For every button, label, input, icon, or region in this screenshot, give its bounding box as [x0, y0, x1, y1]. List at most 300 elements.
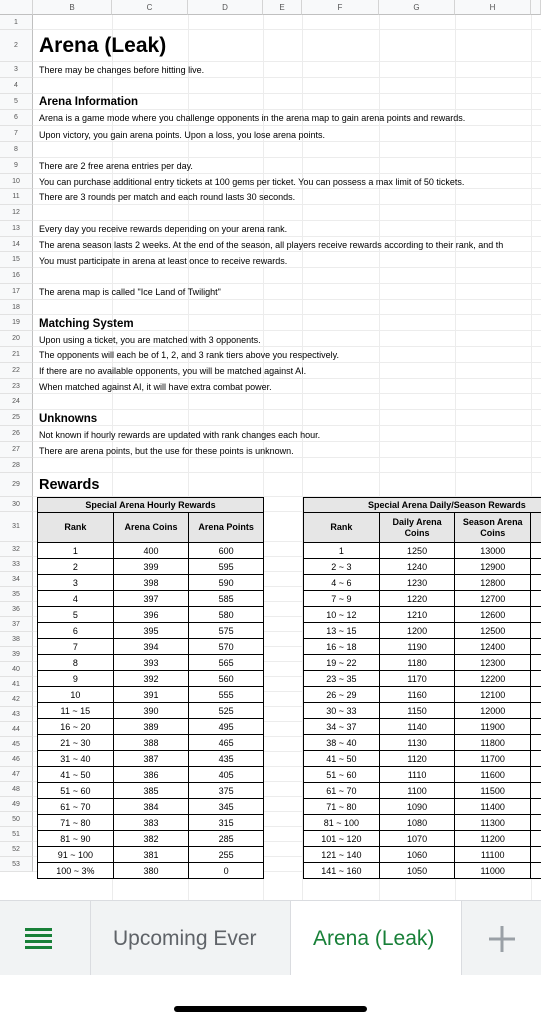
column-header[interactable]: Arena Coins [113, 513, 189, 543]
row-header-cell[interactable]: 4 [0, 78, 33, 94]
table-row [304, 623, 541, 639]
row-header-cell[interactable]: 42 [0, 692, 33, 707]
table-cell[interactable]: 1170 [379, 671, 455, 687]
row-header-cell[interactable]: 17 [0, 284, 33, 300]
row-header-cell[interactable]: 19 [0, 315, 33, 331]
table-cell[interactable]: 71 ~ 80 [304, 799, 380, 815]
table-cell[interactable]: 41 ~ 50 [304, 751, 380, 767]
table-cell[interactable]: 388 [113, 735, 189, 751]
table-cell[interactable]: 315 [189, 815, 264, 831]
row-header-cell[interactable]: 47 [0, 767, 33, 782]
sheet-tab-bar [0, 900, 541, 976]
table-cell[interactable]: 9 [38, 671, 114, 687]
table-cell[interactable]: 4 ~ 6 [304, 575, 380, 591]
grid-row-line [33, 236, 541, 237]
row-header-cell[interactable]: 25 [0, 410, 33, 426]
table-cell[interactable]: 1200 [379, 623, 455, 639]
row-header-cell[interactable]: 30 [0, 497, 33, 512]
table-cell[interactable]: 393 [113, 655, 189, 671]
add-sheet-button[interactable] [462, 901, 541, 976]
table-cell[interactable]: 1130 [379, 735, 455, 751]
row-header-cell[interactable]: 20 [0, 331, 33, 347]
row-header-cell[interactable]: 48 [0, 782, 33, 797]
table-cell[interactable]: 12200 [455, 671, 531, 687]
empty-cell[interactable] [531, 543, 541, 559]
grid-row-line [33, 125, 541, 126]
row-header-cell[interactable]: 50 [0, 812, 33, 827]
table-row [38, 671, 264, 687]
column-header[interactable]: Rank [304, 513, 380, 543]
row-header-cell[interactable]: 6 [0, 110, 33, 126]
row-header-cell[interactable]: 8 [0, 142, 33, 158]
table-cell[interactable]: 91 ~ 100 [38, 847, 114, 863]
row-header-cell[interactable]: 36 [0, 602, 33, 617]
row-header-cell[interactable]: 40 [0, 662, 33, 677]
table-cell[interactable]: 1250 [379, 543, 455, 559]
table-cell[interactable]: 381 [113, 847, 189, 863]
row-header-cell[interactable]: 3 [0, 62, 33, 78]
row-header-cell[interactable]: 12 [0, 205, 33, 221]
table-cell[interactable]: 560 [189, 671, 264, 687]
table-cell[interactable]: 41 ~ 50 [38, 767, 114, 783]
info-line[interactable]: Every day you receive rewards depending on your arena rank. [39, 224, 288, 234]
matching-heading[interactable]: Matching System [39, 318, 134, 330]
table-cell[interactable]: 38 ~ 40 [304, 735, 380, 751]
info-line[interactable]: There are 2 free arena entries per day. [39, 161, 193, 171]
table-cell[interactable]: 396 [113, 607, 189, 623]
table-cell[interactable]: 11 ~ 15 [38, 703, 114, 719]
table-cell[interactable]: 345 [189, 799, 264, 815]
row-header-cell[interactable]: 24 [0, 394, 33, 410]
table-row [38, 623, 264, 639]
table-cell[interactable]: 7 [38, 639, 114, 655]
table-cell[interactable]: 1190 [379, 639, 455, 655]
table-cell[interactable]: 590 [189, 575, 264, 591]
empty-cell[interactable] [531, 639, 541, 655]
table-cell[interactable]: 12800 [455, 575, 531, 591]
row-header-cell[interactable]: 23 [0, 379, 33, 394]
row-header-cell[interactable]: 9 [0, 158, 33, 174]
all-sheets-button[interactable] [0, 901, 76, 976]
empty-cell[interactable] [531, 671, 541, 687]
table-cell[interactable]: 51 ~ 60 [304, 767, 380, 783]
row-header-cell[interactable]: 46 [0, 752, 33, 767]
column-header-cell[interactable] [531, 0, 541, 15]
row-header-cell[interactable]: 5 [0, 94, 33, 110]
table-cell[interactable]: 11900 [455, 719, 531, 735]
row-header-cell[interactable]: 43 [0, 707, 33, 722]
grid-row-line [33, 409, 541, 410]
tab-arena-leak[interactable]: Arena (Leak) [290, 901, 462, 976]
table-cell[interactable]: 2 [38, 559, 114, 575]
info-line[interactable]: You can purchase additional entry tickets at 100 gems per ticket. You can possess a max limit of 50 tickets. [39, 177, 465, 187]
column-header-cell[interactable]: G [379, 0, 455, 15]
info-line[interactable]: The arena map is called "Ice Land of Twilight" [39, 287, 221, 297]
empty-cell[interactable] [531, 687, 541, 703]
table-cell[interactable]: 1230 [379, 575, 455, 591]
table-row [38, 767, 264, 783]
table-cell[interactable]: 399 [113, 559, 189, 575]
table-cell[interactable]: 1220 [379, 591, 455, 607]
table-cell[interactable]: 1080 [379, 815, 455, 831]
row-header-cell[interactable]: 21 [0, 347, 33, 363]
table-cell[interactable]: 398 [113, 575, 189, 591]
row-header-cell[interactable]: 39 [0, 647, 33, 662]
table-cell[interactable]: 383 [113, 815, 189, 831]
matching-line[interactable]: Upon using a ticket, you are matched with 3 opponents. [39, 335, 261, 345]
table-cell[interactable]: 1 [304, 543, 380, 559]
table-cell[interactable]: 575 [189, 623, 264, 639]
table-cell[interactable]: 81 ~ 90 [38, 831, 114, 847]
table-cell[interactable]: 382 [113, 831, 189, 847]
table-cell[interactable]: 16 ~ 20 [38, 719, 114, 735]
table-cell[interactable]: 11400 [455, 799, 531, 815]
daily-table-title[interactable]: Special Arena Daily/Season Rewards [304, 498, 541, 513]
table-cell[interactable]: 394 [113, 639, 189, 655]
table-cell[interactable]: 12700 [455, 591, 531, 607]
table-row [38, 799, 264, 815]
grid-row-line [33, 299, 541, 300]
row-header-cell[interactable]: 41 [0, 677, 33, 692]
grid-row-line [33, 109, 541, 110]
column-header[interactable]: Rank [38, 513, 114, 543]
table-row [38, 559, 264, 575]
table-row [304, 591, 541, 607]
table-cell[interactable]: 390 [113, 703, 189, 719]
empty-cell[interactable] [531, 655, 541, 671]
table-row [304, 847, 541, 863]
table-cell[interactable]: 2 ~ 3 [304, 559, 380, 575]
row-header-cell[interactable]: 51 [0, 827, 33, 842]
table-cell[interactable]: 1100 [379, 783, 455, 799]
empty-cell[interactable] [531, 703, 541, 719]
grid-row-line [33, 204, 541, 205]
daily-season-rewards-table [303, 497, 541, 879]
table-cell[interactable]: 1060 [379, 847, 455, 863]
grid-row-line [33, 346, 541, 347]
info-line[interactable]: You must participate in arena at least once to receive rewards. [39, 256, 288, 266]
row-header-cell[interactable]: 49 [0, 797, 33, 812]
table-cell[interactable]: 1140 [379, 719, 455, 735]
grid-row-line [33, 251, 541, 252]
row-header-cell[interactable]: 14 [0, 237, 33, 252]
empty-cell[interactable] [531, 847, 541, 863]
table-cell[interactable]: 1050 [379, 863, 455, 879]
table-cell[interactable]: 12100 [455, 687, 531, 703]
table-cell[interactable]: 384 [113, 799, 189, 815]
table-cell[interactable]: 71 ~ 80 [38, 815, 114, 831]
table-cell[interactable]: 392 [113, 671, 189, 687]
empty-cell[interactable] [531, 513, 541, 543]
table-cell[interactable]: 580 [189, 607, 264, 623]
empty-cell[interactable] [531, 831, 541, 847]
row-header-cell[interactable]: 37 [0, 617, 33, 632]
row-header-cell[interactable]: 13 [0, 221, 33, 237]
row-header-cell[interactable]: 28 [0, 458, 33, 473]
table-cell[interactable]: 21 ~ 30 [38, 735, 114, 751]
table-cell[interactable]: 255 [189, 847, 264, 863]
info-line[interactable]: There are 3 rounds per match and each round lasts 30 seconds. [39, 192, 296, 202]
unknowns-line[interactable]: There are arena points, but the use for these points is unknown. [39, 446, 294, 456]
table-cell[interactable]: 141 ~ 160 [304, 863, 380, 879]
row-header-cell[interactable]: 34 [0, 572, 33, 587]
table-cell[interactable]: 12300 [455, 655, 531, 671]
row-header-cell[interactable]: 29 [0, 473, 33, 497]
table-cell[interactable]: 12600 [455, 607, 531, 623]
table-cell[interactable]: 121 ~ 140 [304, 847, 380, 863]
column-header[interactable]: Season Arena Coins [455, 513, 531, 543]
table-row [304, 559, 541, 575]
row-header-cell[interactable]: 53 [0, 857, 33, 872]
table-row [38, 831, 264, 847]
empty-cell[interactable] [531, 719, 541, 735]
empty-cell[interactable] [531, 735, 541, 751]
subtitle-cell[interactable]: There may be changes before hitting live. [39, 65, 205, 75]
column-header[interactable]: Daily Arena Coins [379, 513, 455, 543]
table-row [304, 831, 541, 847]
table-row [38, 815, 264, 831]
table-row [304, 783, 541, 799]
matching-line[interactable]: The opponents will each be of 1, 2, and 3 rank tiers above you respectively. [39, 350, 340, 360]
table-cell[interactable]: 1210 [379, 607, 455, 623]
row-header-cell[interactable]: 45 [0, 737, 33, 752]
table-row [38, 543, 264, 559]
unknowns-heading[interactable]: Unknowns [39, 413, 98, 425]
table-cell[interactable]: 595 [189, 559, 264, 575]
table-row [304, 655, 541, 671]
table-cell[interactable]: 1 [38, 543, 114, 559]
column-header[interactable]: Arena Points [189, 513, 264, 543]
row-header-cell[interactable]: 44 [0, 722, 33, 737]
grid-row-line [33, 393, 541, 394]
table-row [304, 751, 541, 767]
empty-cell[interactable] [531, 815, 541, 831]
table-cell[interactable]: 555 [189, 687, 264, 703]
table-cell[interactable]: 12400 [455, 639, 531, 655]
grid-row-line [33, 220, 541, 221]
table-cell[interactable]: 386 [113, 767, 189, 783]
empty-cell[interactable] [531, 575, 541, 591]
table-cell[interactable]: 5 [38, 607, 114, 623]
grid-row-line [33, 93, 541, 94]
home-indicator[interactable] [174, 1006, 367, 1012]
row-header-cell[interactable]: 7 [0, 126, 33, 142]
hamburger-menu-icon [25, 928, 52, 950]
table-cell[interactable]: 12000 [455, 703, 531, 719]
table-cell[interactable]: 391 [113, 687, 189, 703]
tab-upcoming-events[interactable]: Upcoming Ever [90, 901, 290, 976]
table-cell[interactable]: 51 ~ 60 [38, 783, 114, 799]
grid-row-line [33, 267, 541, 268]
empty-cell[interactable] [531, 751, 541, 767]
column-header-cell[interactable]: B [33, 0, 112, 15]
plus-icon [489, 926, 515, 952]
table-row [38, 655, 264, 671]
grid-row-line [33, 441, 541, 442]
table-row [38, 719, 264, 735]
table-cell[interactable]: 81 ~ 100 [304, 815, 380, 831]
table-cell[interactable]: 19 ~ 22 [304, 655, 380, 671]
empty-cell[interactable] [531, 767, 541, 783]
table-cell[interactable]: 400 [113, 543, 189, 559]
table-cell[interactable]: 600 [189, 543, 264, 559]
row-header-cell[interactable]: 10 [0, 174, 33, 189]
table-cell[interactable]: 26 ~ 29 [304, 687, 380, 703]
table-cell[interactable]: 11700 [455, 751, 531, 767]
table-cell[interactable]: 0 [189, 863, 264, 879]
info-line[interactable]: The arena season lasts 2 weeks. At the end of the season, all players receive rewards according to their rank, and th [39, 240, 504, 250]
table-row [38, 687, 264, 703]
table-cell[interactable]: 10 ~ 12 [304, 607, 380, 623]
row-header-cell[interactable]: 32 [0, 542, 33, 557]
table-cell[interactable]: 34 ~ 37 [304, 719, 380, 735]
table-cell[interactable]: 8 [38, 655, 114, 671]
table-cell[interactable]: 405 [189, 767, 264, 783]
row-header-cell[interactable]: 52 [0, 842, 33, 857]
column-header-cell[interactable]: E [263, 0, 302, 15]
table-row [304, 815, 541, 831]
table-cell[interactable]: 397 [113, 591, 189, 607]
row-header-cell[interactable]: 2 [0, 30, 33, 62]
table-cell[interactable]: 16 ~ 18 [304, 639, 380, 655]
table-cell[interactable]: 13000 [455, 543, 531, 559]
table-cell[interactable]: 7 ~ 9 [304, 591, 380, 607]
row-header-cell[interactable]: 18 [0, 300, 33, 315]
table-cell[interactable]: 3 [38, 575, 114, 591]
grid-row-line [33, 61, 541, 62]
table-cell[interactable]: 30 ~ 33 [304, 703, 380, 719]
table-cell[interactable]: 61 ~ 70 [304, 783, 380, 799]
column-header-cell[interactable]: C [112, 0, 188, 15]
table-row [38, 751, 264, 767]
table-cell[interactable]: 4 [38, 591, 114, 607]
table-row [304, 719, 541, 735]
grid-row-line [33, 283, 541, 284]
row-header-cell[interactable]: 35 [0, 587, 33, 602]
grid-row-line [33, 378, 541, 379]
table-cell[interactable]: 525 [189, 703, 264, 719]
table-cell[interactable]: 1180 [379, 655, 455, 671]
table-cell[interactable]: 1090 [379, 799, 455, 815]
table-cell[interactable]: 1240 [379, 559, 455, 575]
table-cell[interactable]: 375 [189, 783, 264, 799]
table-row [38, 783, 264, 799]
table-cell[interactable]: 101 ~ 120 [304, 831, 380, 847]
row-header-cell[interactable]: 33 [0, 557, 33, 572]
row-header-cell[interactable]: 16 [0, 268, 33, 284]
empty-cell[interactable] [531, 559, 541, 575]
matching-line[interactable]: If there are no available opponents, you will be matched against AI. [39, 366, 307, 376]
table-cell[interactable]: 100 ~ 3% [38, 863, 114, 879]
column-header-cell[interactable]: H [455, 0, 531, 15]
table-cell[interactable]: 6 [38, 623, 114, 639]
select-all-corner[interactable] [0, 0, 33, 15]
table-row [304, 575, 541, 591]
row-header-cell[interactable]: 27 [0, 442, 33, 458]
table-cell[interactable]: 1150 [379, 703, 455, 719]
table-cell[interactable]: 10 [38, 687, 114, 703]
table-cell[interactable]: 11600 [455, 767, 531, 783]
empty-cell[interactable] [531, 783, 541, 799]
grid-row-line [33, 188, 541, 189]
column-header-cell[interactable]: D [188, 0, 263, 15]
table-row [304, 639, 541, 655]
row-header-cell[interactable]: 1 [0, 15, 33, 30]
table-cell[interactable]: 11000 [455, 863, 531, 879]
table-cell[interactable]: 11300 [455, 815, 531, 831]
table-cell[interactable]: 565 [189, 655, 264, 671]
page-title[interactable]: Arena (Leak) [39, 34, 167, 57]
table-cell[interactable]: 1120 [379, 751, 455, 767]
rewards-heading[interactable]: Rewards [39, 477, 100, 493]
table-cell[interactable]: 435 [189, 751, 264, 767]
table-cell[interactable]: 1070 [379, 831, 455, 847]
row-header-cell[interactable]: 26 [0, 426, 33, 442]
table-row [38, 735, 264, 751]
empty-cell[interactable] [531, 623, 541, 639]
table-cell[interactable]: 11200 [455, 831, 531, 847]
table-cell[interactable]: 385 [113, 783, 189, 799]
table-row [304, 703, 541, 719]
empty-cell[interactable] [531, 863, 541, 879]
table-cell[interactable]: 11100 [455, 847, 531, 863]
table-row [38, 863, 264, 879]
empty-cell[interactable] [531, 591, 541, 607]
table-cell[interactable]: 380 [113, 863, 189, 879]
table-cell[interactable]: 13 ~ 15 [304, 623, 380, 639]
table-row [38, 847, 264, 863]
row-header-cell[interactable]: 22 [0, 363, 33, 379]
table-cell[interactable]: 23 ~ 35 [304, 671, 380, 687]
table-row [304, 767, 541, 783]
table-row [38, 703, 264, 719]
row-header-cell[interactable]: 11 [0, 189, 33, 205]
grid-row-line [33, 29, 541, 30]
table-cell[interactable]: 12500 [455, 623, 531, 639]
row-header-cell[interactable]: 31 [0, 512, 33, 542]
arena-info-heading[interactable]: Arena Information [39, 96, 139, 108]
empty-cell[interactable] [531, 799, 541, 815]
matching-line[interactable]: When matched against AI, it will have extra combat power. [39, 382, 272, 392]
info-line[interactable]: Arena is a game mode where you challenge opponents in the arena map to gain arena points and rewards. [39, 113, 466, 123]
info-line[interactable]: Upon victory, you gain arena points. Upon a loss, you lose arena points. [39, 130, 326, 140]
table-cell[interactable]: 387 [113, 751, 189, 767]
table-cell[interactable]: 11800 [455, 735, 531, 751]
unknowns-line[interactable]: Not known if hourly rewards are updated with rank changes each hour. [39, 430, 321, 440]
table-cell[interactable]: 395 [113, 623, 189, 639]
empty-cell[interactable] [531, 607, 541, 623]
table-cell[interactable]: 12900 [455, 559, 531, 575]
table-cell[interactable]: 389 [113, 719, 189, 735]
row-header-cell[interactable]: 38 [0, 632, 33, 647]
table-cell[interactable]: 495 [189, 719, 264, 735]
table-cell[interactable]: 31 ~ 40 [38, 751, 114, 767]
table-cell[interactable]: 570 [189, 639, 264, 655]
table-cell[interactable]: 11500 [455, 783, 531, 799]
table-cell[interactable]: 465 [189, 735, 264, 751]
table-cell[interactable]: 61 ~ 70 [38, 799, 114, 815]
table-cell[interactable]: 1110 [379, 767, 455, 783]
table-row [38, 639, 264, 655]
table-cell[interactable]: 1160 [379, 687, 455, 703]
table-row [304, 799, 541, 815]
row-header-cell[interactable]: 15 [0, 252, 33, 268]
table-cell[interactable]: 585 [189, 591, 264, 607]
hourly-table-title[interactable]: Special Arena Hourly Rewards [38, 498, 264, 513]
table-row [304, 687, 541, 703]
column-header-cell[interactable]: F [302, 0, 379, 15]
table-cell[interactable]: 285 [189, 831, 264, 847]
